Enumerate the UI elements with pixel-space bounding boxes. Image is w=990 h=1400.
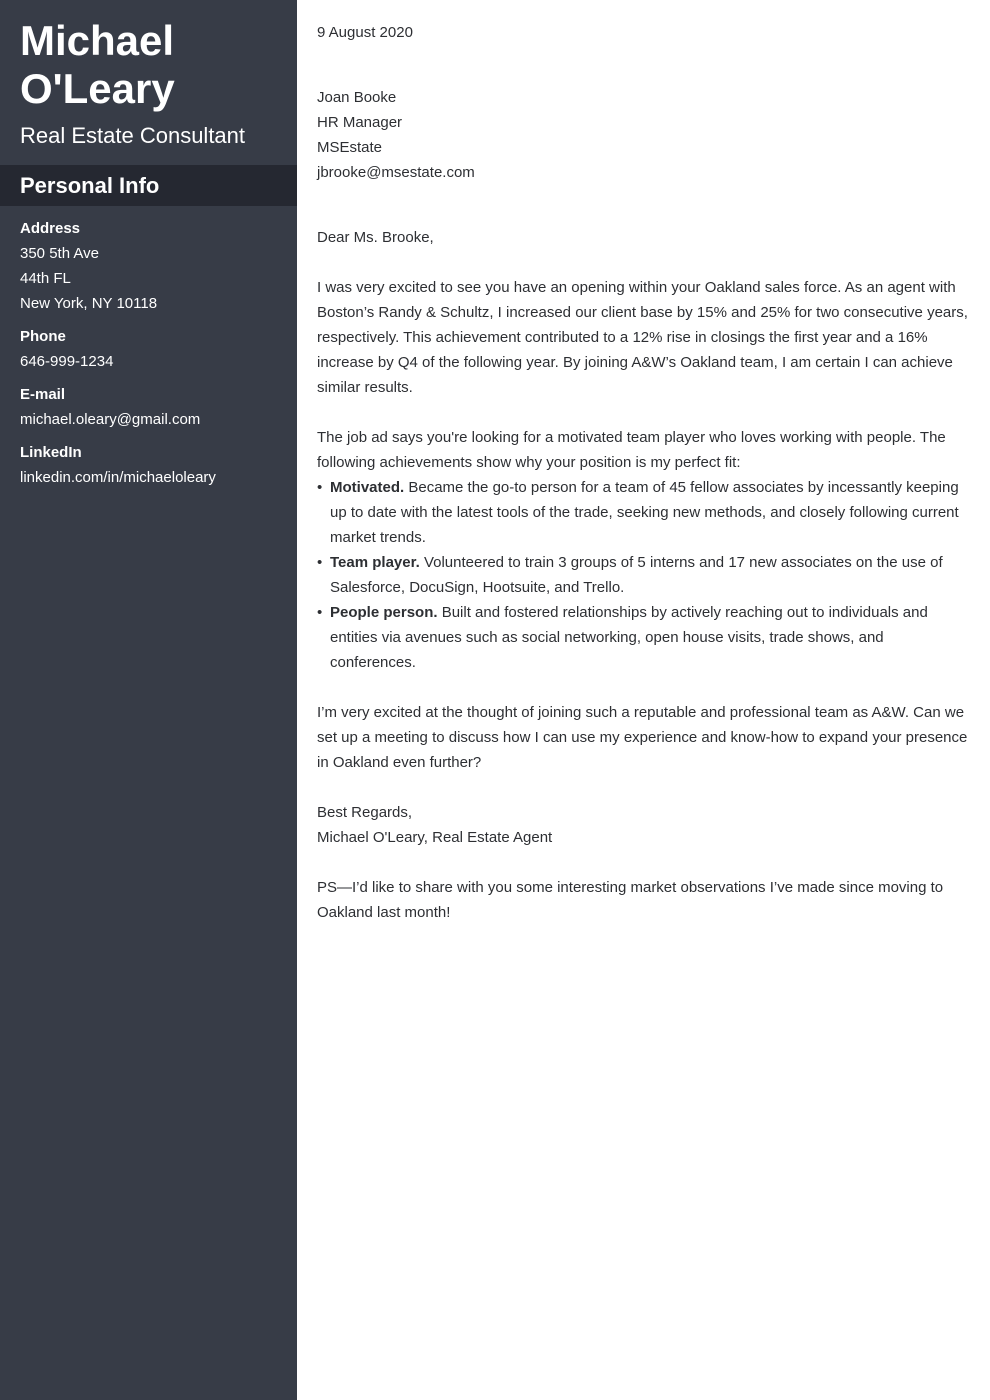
signature: Michael O'Leary, Real Estate Agent <box>317 829 553 846</box>
phone-label: Phone <box>20 328 66 345</box>
name-last: O'Leary <box>20 65 175 112</box>
name-first: Michael <box>20 17 175 64</box>
bullet-title: Motivated. <box>330 479 405 496</box>
phone-value: 646-999-1234 <box>20 353 114 370</box>
recipient-company: MSEstate <box>317 139 383 156</box>
paragraph-closing: I’m very excited at the thought of joining such a reputable and professional team as A&W. Can we set up a meeting to discuss how I can use my experience and know-how to expand your presence in Oakland even further? <box>317 704 968 771</box>
applicant-name <box>0 0 297 113</box>
closing-block <box>317 800 972 850</box>
job-title: Real Estate Consultant <box>20 123 246 148</box>
recipient-block <box>317 85 972 185</box>
linkedin-value: linkedin.com/in/michaeloleary <box>20 469 216 486</box>
bullet-text: Became the go-to person for a team of 45 fellow associates by incessantly keeping up to date with the latest tools of the trade, seeking new methods, and closely following current market trends. <box>330 479 959 546</box>
achievement-list <box>317 475 972 675</box>
paragraph-intro: I was very excited to see you have an opening within your Oakland sales force. As an agent with Boston’s Randy & Schultz, I increased our client base by 15% and 25% for two consecutive years, respectively. This achievement contributed to a 12% rise in closings the first year and a 16% increase by Q4 of the following year. By joining A&W’s Oakland team, I am certain I can achieve similar results. <box>317 279 968 396</box>
bullet-text: Built and fostered relationships by actively reaching out to individuals and entities via avenues such as social networking, open house visits, trade shows, and conferences. <box>330 604 928 671</box>
address-line: 350 5th Ave <box>20 245 99 262</box>
bullet-title: People person. <box>330 604 438 621</box>
address-line: 44th FL <box>20 270 71 287</box>
letter-body <box>317 20 972 925</box>
sidebar <box>0 0 297 1400</box>
linkedin-group <box>20 440 285 490</box>
email-group <box>20 382 285 432</box>
bullet-text: Volunteered to train 3 groups of 5 interns and 17 new associates on the use of Salesforce, DocuSign, Hootsuite, and Trello. <box>330 554 943 596</box>
list-item <box>317 600 972 675</box>
email-value: michael.oleary@gmail.com <box>20 411 201 428</box>
salutation: Dear Ms. Brooke, <box>317 229 434 246</box>
personal-info-header: Personal Info <box>0 165 297 206</box>
recipient-email: jbrooke@msestate.com <box>317 164 475 181</box>
postscript: PS—I’d like to share with you some interesting market observations I’ve made since moving to Oakland last month! <box>317 879 944 921</box>
paragraph-fit: The job ad says you're looking for a motivated team player who loves working with people. The following achievements show why your position is my perfect fit: <box>317 429 946 471</box>
phone-group <box>20 324 285 374</box>
list-item <box>317 550 972 600</box>
recipient-title: HR Manager <box>317 114 403 131</box>
address-label: Address <box>20 220 81 237</box>
email-label: E-mail <box>20 386 66 403</box>
address-line: New York, NY 10118 <box>20 295 158 312</box>
letter-date: 9 August 2020 <box>317 24 413 41</box>
bullet-title: Team player. <box>330 554 420 571</box>
list-item <box>317 475 972 550</box>
personal-info <box>20 216 285 498</box>
address-group <box>20 216 285 316</box>
linkedin-label: LinkedIn <box>20 444 82 461</box>
recipient-name: Joan Booke <box>317 89 397 106</box>
closing-phrase: Best Regards, <box>317 804 413 821</box>
